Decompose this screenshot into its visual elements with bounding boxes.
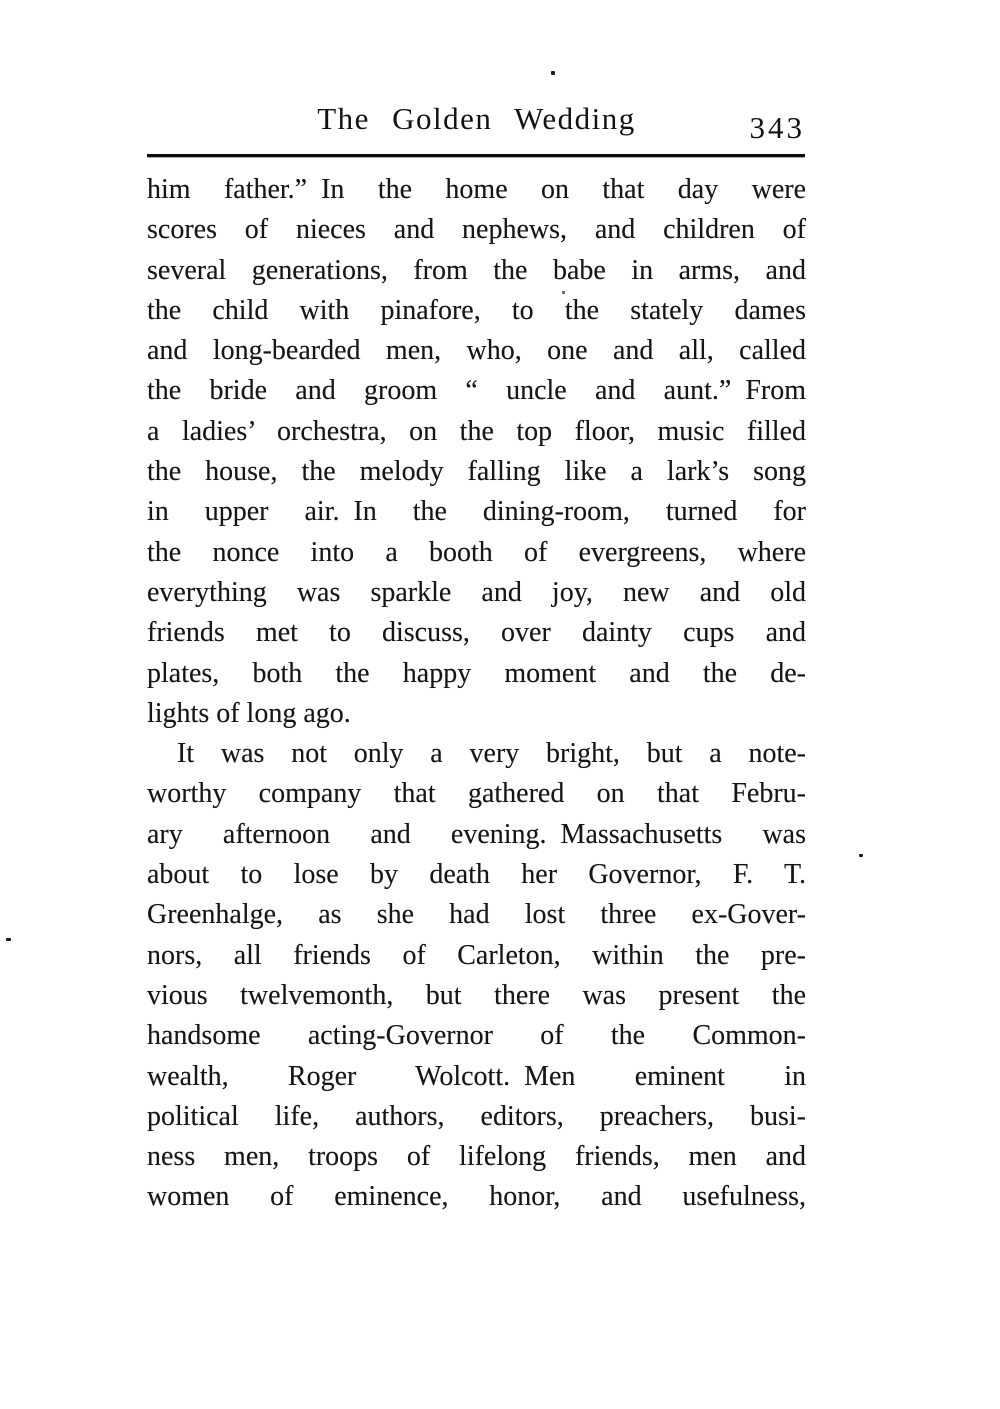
text-line: the child with pinafore, to the stately dames (147, 294, 806, 326)
text-line: scores of nieces and nephews, and children of (147, 214, 806, 246)
text-line: the bride and groom “ uncle and aunt.” From (147, 375, 806, 407)
header-rule (147, 154, 805, 157)
text-line: Greenhalge, as she had lost three ex-Gover- (147, 899, 806, 931)
text-line: several generations, from the babe in arms, and (147, 254, 806, 286)
text-line: the house, the melody falling like a lark’s song (147, 456, 806, 488)
running-header-title: The Golden Wedding (317, 101, 636, 136)
text-line: plates, both the happy moment and the de- (147, 657, 806, 689)
scan-speck (859, 854, 863, 857)
scan-speck (551, 71, 555, 75)
text-line: a ladies’ orchestra, on the top floor, music filled (147, 415, 806, 447)
text-line: worthy company that gathered on that Febru- (147, 778, 806, 810)
text-line: women of eminence, honor, and usefulness, (147, 1181, 806, 1213)
text-line: political life, authors, editors, preachers, busi- (147, 1100, 806, 1132)
page-body-text (147, 170, 806, 1218)
text-line: about to lose by death her Governor, F. T. (147, 859, 806, 891)
text-line: in upper air. In the dining-room, turned for (147, 496, 806, 528)
text-line: ness men, troops of lifelong friends, men and (147, 1141, 806, 1173)
text-line: and long-bearded men, who, one and all, called (147, 335, 806, 367)
text-line: It was not only a very bright, but a note- (177, 738, 806, 770)
text-line: ary afternoon and evening. Massachusetts was (147, 818, 806, 850)
text-line: nors, all friends of Carleton, within the pre- (147, 939, 806, 971)
text-line: the nonce into a booth of evergreens, where (147, 536, 806, 568)
text-line: everything was sparkle and joy, new and old (147, 576, 806, 608)
scan-speck (562, 291, 565, 294)
text-line: him father.” In the home on that day were (147, 174, 806, 205)
text-line: lights of long ago. (147, 697, 351, 729)
page-number: 343 (749, 110, 805, 145)
text-line: wealth, Roger Wolcott. Men eminent in (147, 1060, 806, 1092)
scan-speck (6, 938, 11, 941)
text-line: friends met to discuss, over dainty cups and (147, 617, 806, 649)
text-line: handsome acting-Governor of the Common- (147, 1020, 806, 1052)
text-line: vious twelvemonth, but there was present the (147, 979, 806, 1011)
